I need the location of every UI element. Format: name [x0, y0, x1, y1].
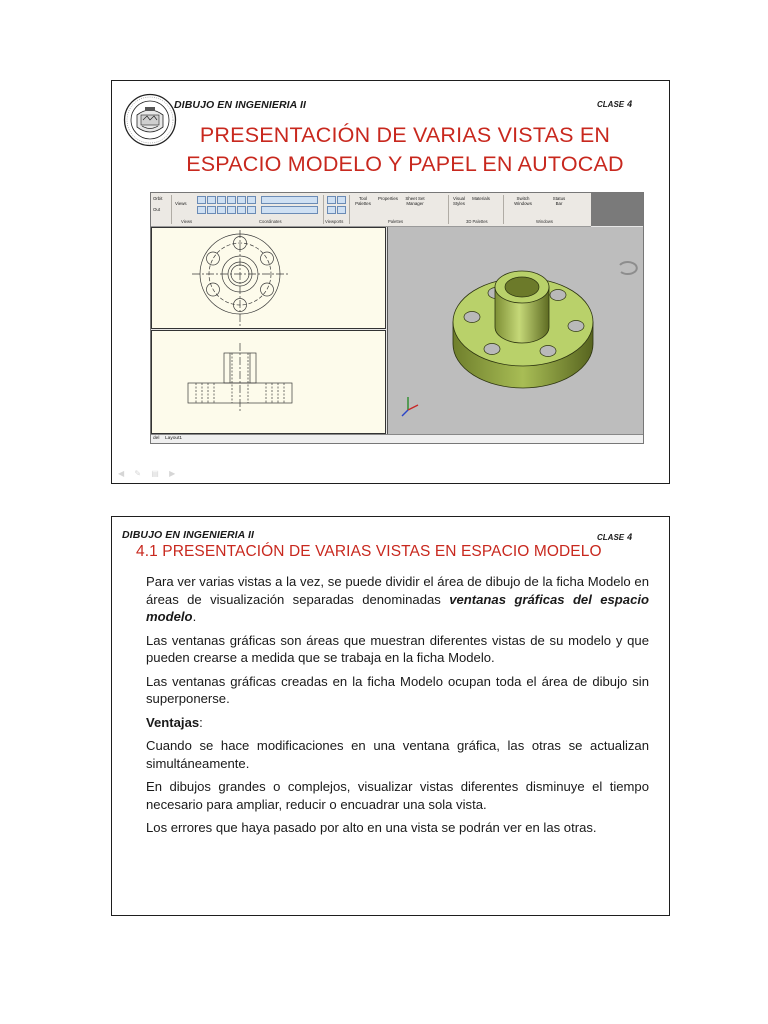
ribbon-visual-styles-button: Visual Styles [453, 196, 465, 206]
slide-section-4-1 [111, 516, 670, 916]
slide-title-line1: PRESENTACIÓN DE VARIAS VISTAS EN [199, 123, 611, 147]
slide-navigation-icons: ◀ ✎ ▤ ▶ [118, 469, 180, 478]
ribbon-tool-palettes-button: Tool Palettes [355, 196, 371, 206]
paragraph-5: En dibujos grandes o complejos, visualizar vistas diferentes disminuye el tiempo necesario para ampliar, reducir o encuadrar una sola vista. [146, 779, 649, 812]
paragraph-1 [146, 573, 649, 626]
flange-3d-model [388, 227, 644, 434]
ribbon-orbit-button: Orbit [153, 196, 163, 201]
viewport-front-view [151, 330, 386, 434]
ribbon-sheet-set-manager-button: Sheet Set Manager [405, 196, 425, 206]
paragraph-1-end: . [192, 609, 197, 624]
paragraph-3: Las ventanas gráficas creadas en la ficha Modelo ocupan toda el área de dibujo sin superponerse. [146, 673, 649, 706]
viewport-3d-isometric [387, 227, 644, 434]
flange-top-view-drawing [152, 228, 387, 330]
paragraph-1-text: Para ver varias vistas a la vez, se puede dividir el área de dibujo de la ficha Modelo en áreas de visualización separadas denominadas [146, 574, 649, 607]
ribbon-properties-button: Properties [377, 196, 398, 201]
autocad-ribbon [151, 193, 591, 227]
course-name: DIBUJO EN INGENIERIA II [122, 529, 255, 541]
ventajas-heading [146, 714, 649, 732]
ribbon-views-button: Views [175, 201, 187, 206]
clase-label: CLASE [597, 533, 625, 542]
slide-presentation-title [111, 80, 670, 484]
course-name: DIBUJO EN INGENIERIA II [174, 99, 307, 111]
tab-layout1[interactable]: Layout1 [165, 436, 183, 441]
ribbon-group-viewports: Viewports [325, 219, 344, 224]
ribbon-group-3d-palettes: 3D Palettes [466, 219, 488, 224]
ribbon-switch-windows-button: Switch Windows [514, 196, 532, 206]
layout-tab-bar [151, 434, 643, 444]
autocad-screenshot [150, 192, 644, 444]
body-text [146, 573, 649, 843]
ribbon-status-bar-button: Status Bar [552, 196, 566, 206]
university-seal-logo [123, 93, 177, 147]
tab-model[interactable]: del [153, 436, 160, 441]
class-number-label [597, 99, 632, 109]
ribbon-group-palettes: Palettes [388, 219, 404, 224]
class-number-label [597, 532, 632, 542]
ventajas-label: Ventajas [146, 714, 200, 730]
ribbon-out-button: Out [153, 207, 161, 212]
ventajas-colon: : [199, 714, 203, 730]
flange-front-view-drawing [152, 331, 387, 435]
ribbon-group-views: Views [181, 219, 193, 224]
ribbon-group-windows: Windows [536, 219, 553, 224]
clase-number: 4 [627, 532, 633, 542]
paragraph-2: Las ventanas gráficas son áreas que muestran diferentes vistas de su modelo y que pueden crearse a medida que se trabaja en la ficha Modelo. [146, 632, 649, 665]
section-title: 4.1 PRESENTACIÓN DE VARIAS VISTAS EN ESPACIO MODELO [136, 543, 602, 560]
paragraph-6: Los errores que haya pasado por alto en una vista se podrán ver en las otras. [146, 820, 597, 835]
clase-label: CLASE [597, 100, 625, 109]
viewport-top-view [151, 227, 386, 329]
clase-number: 4 [627, 99, 633, 109]
slide-title-line2: ESPACIO MODELO Y PAPEL EN AUTOCAD [186, 152, 624, 176]
ribbon-materials-button: Materials [472, 196, 490, 201]
paragraph-1-emphasis: ventanas gráficas del espacio modelo [146, 591, 649, 624]
ribbon-dark-area [591, 193, 643, 226]
ribbon-group-coordinates: Coordinates [259, 219, 282, 224]
paragraph-4: Cuando se hace modificaciones en una ventana gráfica, las otras se actualizan simultáneamente. [146, 738, 649, 771]
